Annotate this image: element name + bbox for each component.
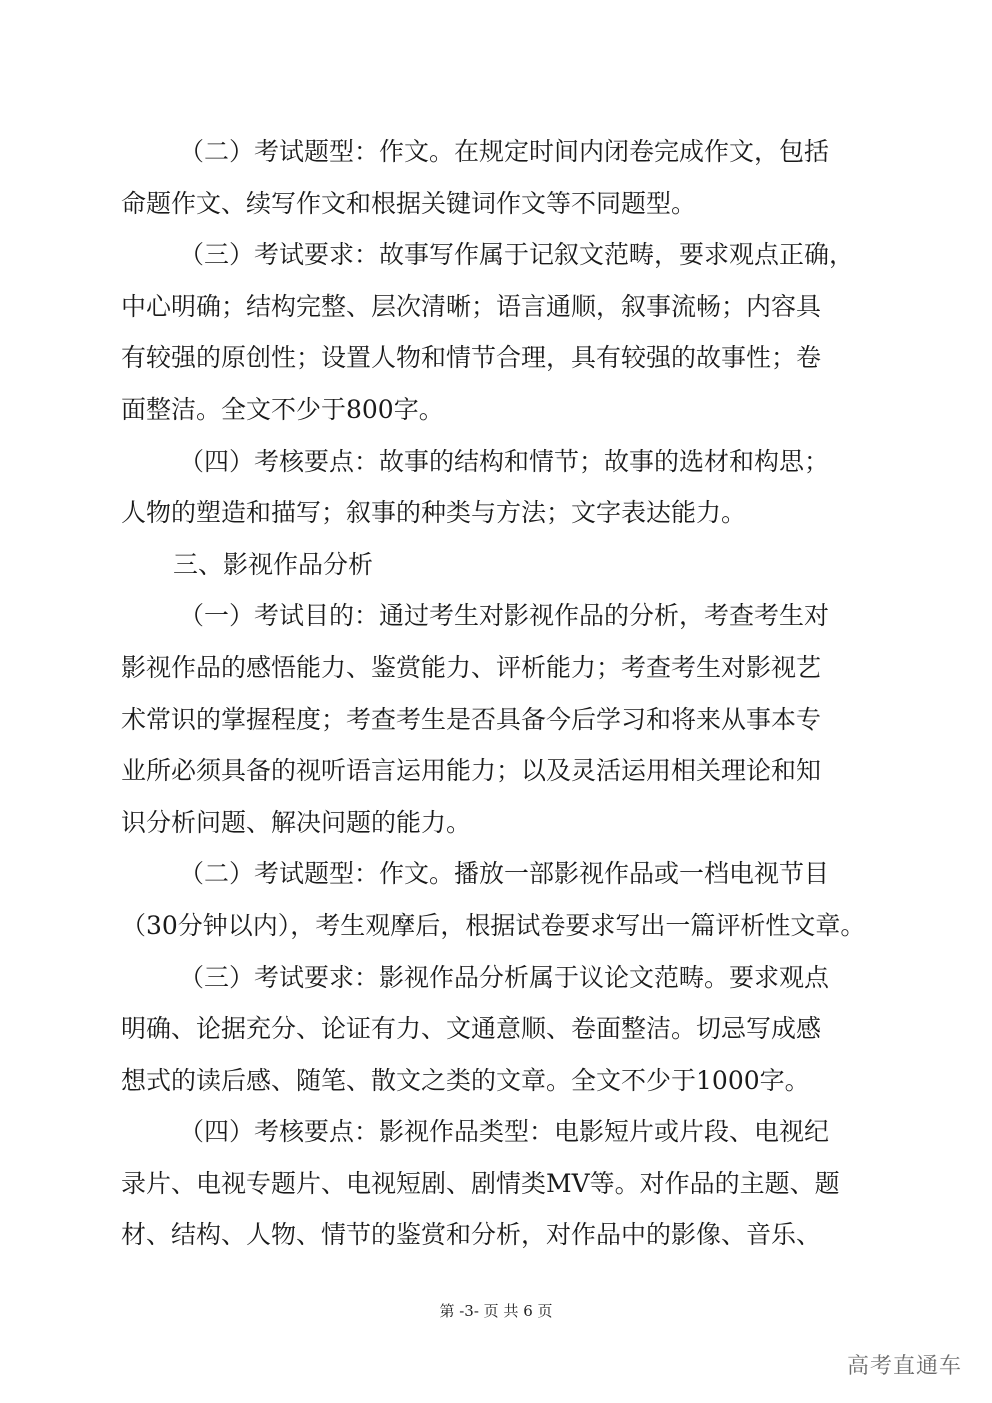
text-line: （四）考核要点：故事的结构和情节；故事的选材和构思； — [179, 446, 830, 476]
text-line: （二）考试题型：作文。在规定时间内闭卷完成作文，包括 — [179, 137, 830, 166]
document-body — [121, 126, 881, 1261]
text-line: （四）考核要点：影视作品类型：电影短片或片段、电视纪 — [179, 1117, 830, 1147]
watermark-text: 高考直通车 — [846, 1354, 962, 1379]
text-line: 录片、电视专题片、电视短剧、剧情类MV等。对作品的主题、题 — [121, 1168, 840, 1198]
text-line: 命题作文、续写作文和根据关键词作文等不同题型。 — [121, 188, 697, 218]
text-line: （30分钟以内），考生观摩后，根据试卷要求写出一篇评析性文章。 — [121, 910, 866, 940]
text-line: （三）考试要求：故事写作属于记叙文范畴，要求观点正确， — [179, 240, 855, 270]
text-line: 术常识的掌握程度；考查考生是否具备今后学习和将来从事本专 — [121, 704, 822, 734]
text-line: 面整洁。全文不少于800字。 — [121, 394, 444, 424]
text-line: 影视作品的感悟能力、鉴赏能力、评析能力；考查考生对影视艺 — [121, 652, 822, 682]
text-line: （三）考试要求：影视作品分析属于议论文范畴。要求观点 — [179, 962, 830, 992]
text-line: 材、结构、人物、情节的鉴赏和分析，对作品中的影像、音乐、 — [121, 1220, 822, 1250]
text-line: 人物的塑造和描写；叙事的种类与方法；文字表达能力。 — [121, 498, 747, 528]
text-line: 想式的读后感、随笔、散文之类的文章。全文不少于1000字。 — [121, 1065, 810, 1095]
text-line: 有较强的原创性；设置人物和情节合理，具有较强的故事性；卷 — [121, 343, 822, 373]
text-line: 业所必须具备的视听语言运用能力；以及灵活运用相关理论和知 — [121, 756, 822, 786]
text-line: （一）考试目的：通过考生对影视作品的分析，考查考生对 — [179, 601, 830, 631]
text-line: 识分析问题、解决问题的能力。 — [121, 807, 472, 837]
section-heading: 三、影视作品分析 — [173, 549, 374, 579]
text-line: 中心明确；结构完整、层次清晰；语言通顺，叙事流畅；内容具 — [121, 291, 822, 321]
text-line: 明确、论据充分、论证有力、文通意顺、卷面整洁。切忌写成感 — [121, 1014, 822, 1044]
page-number-footer: 第 -3- 页 共 6 页 — [439, 1302, 553, 1320]
text-line: （二）考试题型：作文。播放一部影视作品或一档电视节目 — [179, 859, 830, 889]
